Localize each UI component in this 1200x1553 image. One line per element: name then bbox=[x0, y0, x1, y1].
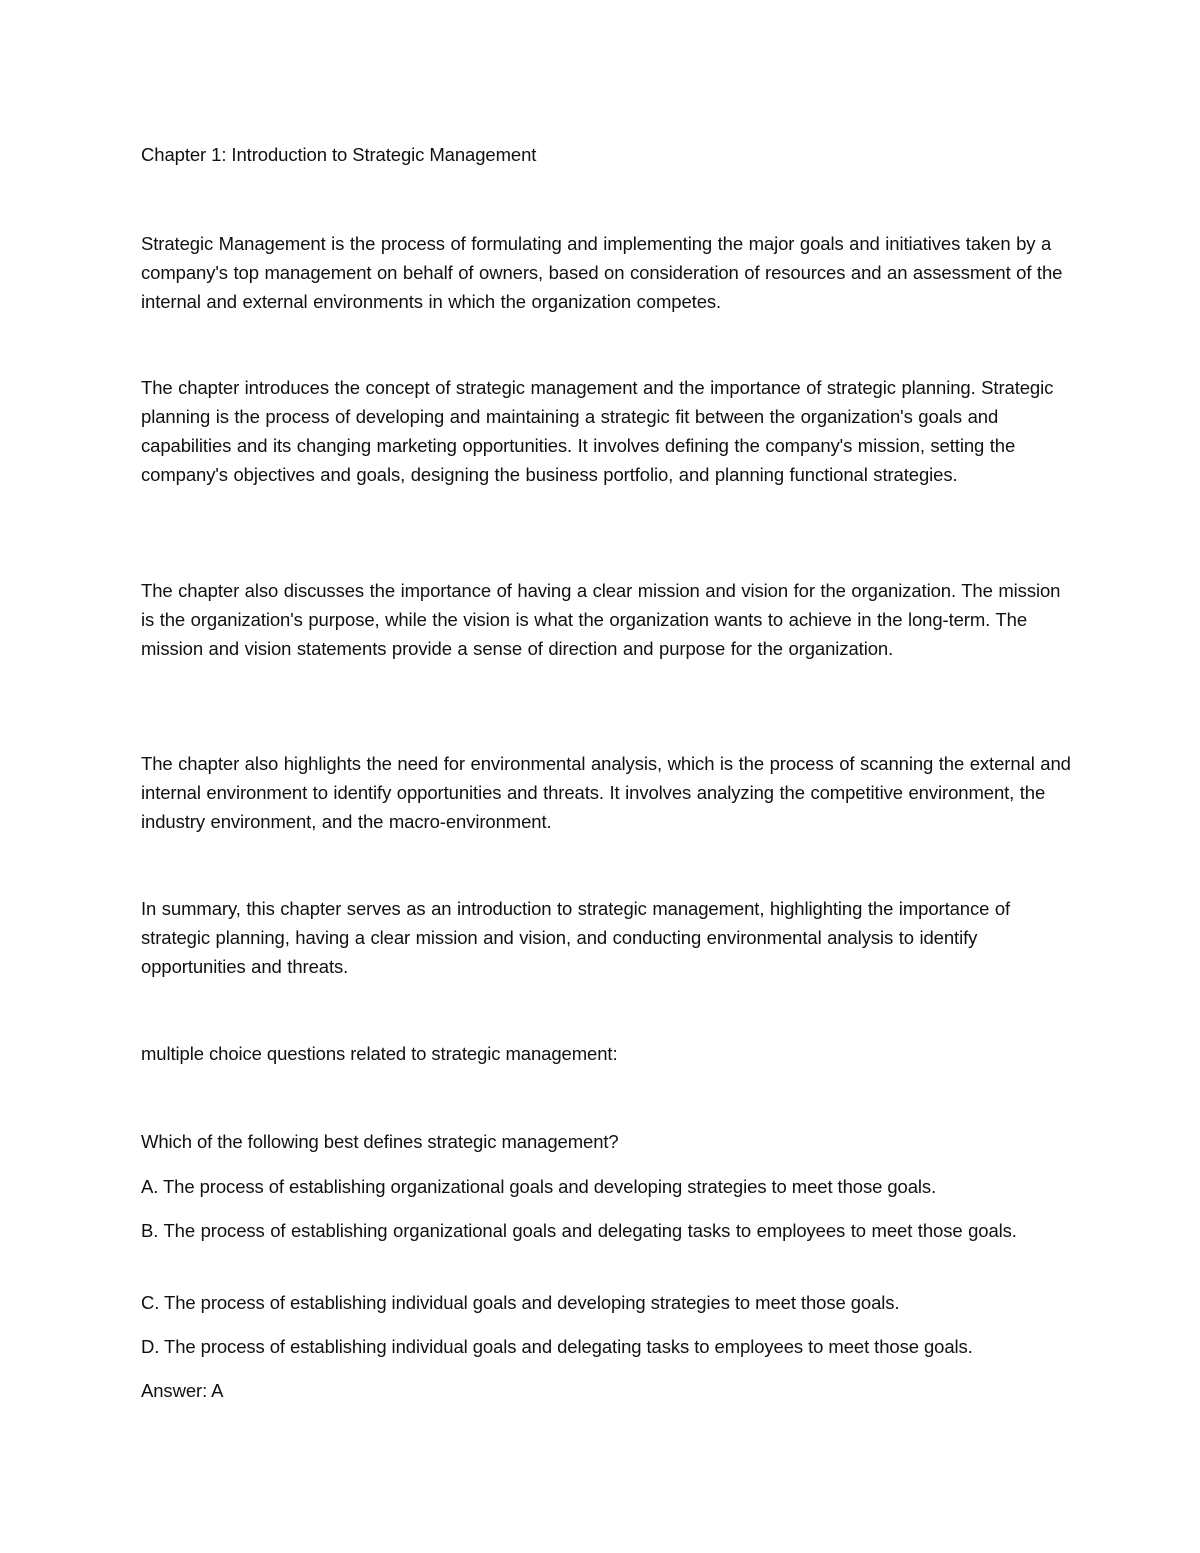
mcq-heading: multiple choice questions related to strategic management: bbox=[141, 1043, 618, 1064]
option-a: A. The process of establishing organizational goals and developing strategies to meet those goals. bbox=[141, 1176, 937, 1197]
paragraph-summary: In summary, this chapter serves as an introduction to strategic management, highlighting the importance of strategic planning, having a clear mission and vision, and conducting environmental analysis to identify opportunities and threats. bbox=[141, 898, 1011, 977]
option-d: D. The process of establishing individual goals and delegating tasks to employees to meet those goals. bbox=[141, 1336, 973, 1357]
paragraph-mission-vision: The chapter also discusses the importance of having a clear mission and vision for the organization. The mission is the organization's purpose, while the vision is what the organization wants to achieve in the long-term. The mission and vision statements provide a sense of direction and purpose for the organization. bbox=[141, 580, 1061, 659]
question-text: Which of the following best defines strategic management? bbox=[141, 1131, 619, 1152]
chapter-title: Chapter 1: Introduction to Strategic Management bbox=[141, 144, 537, 165]
paragraph-environmental-analysis: The chapter also highlights the need for environmental analysis, which is the process of scanning the external and internal environment to identify opportunities and threats. It involves analyzing the competitive environment, the industry environment, and the macro-environment. bbox=[141, 753, 1071, 832]
paragraph-strategic-planning: The chapter introduces the concept of strategic management and the importance of strategic planning. Strategic planning is the process of developing and maintaining a strategic fit between the organization's goals and capabilities and its changing marketing opportunities. It involves defining the company's mission, setting the company's objectives and goals, designing the business portfolio, and planning functional strategies. bbox=[141, 377, 1054, 485]
option-c: C. The process of establishing individual goals and developing strategies to meet those goals. bbox=[141, 1292, 900, 1313]
answer-text: Answer: A bbox=[141, 1380, 224, 1401]
option-b: B. The process of establishing organizational goals and delegating tasks to employees to meet those goals. bbox=[141, 1220, 1017, 1241]
paragraph-definition: Strategic Management is the process of formulating and implementing the major goals and initiatives taken by a company's top management on behalf of owners, based on consideration of resources and an assessment of the internal and external environments in which the organization competes. bbox=[141, 233, 1063, 312]
